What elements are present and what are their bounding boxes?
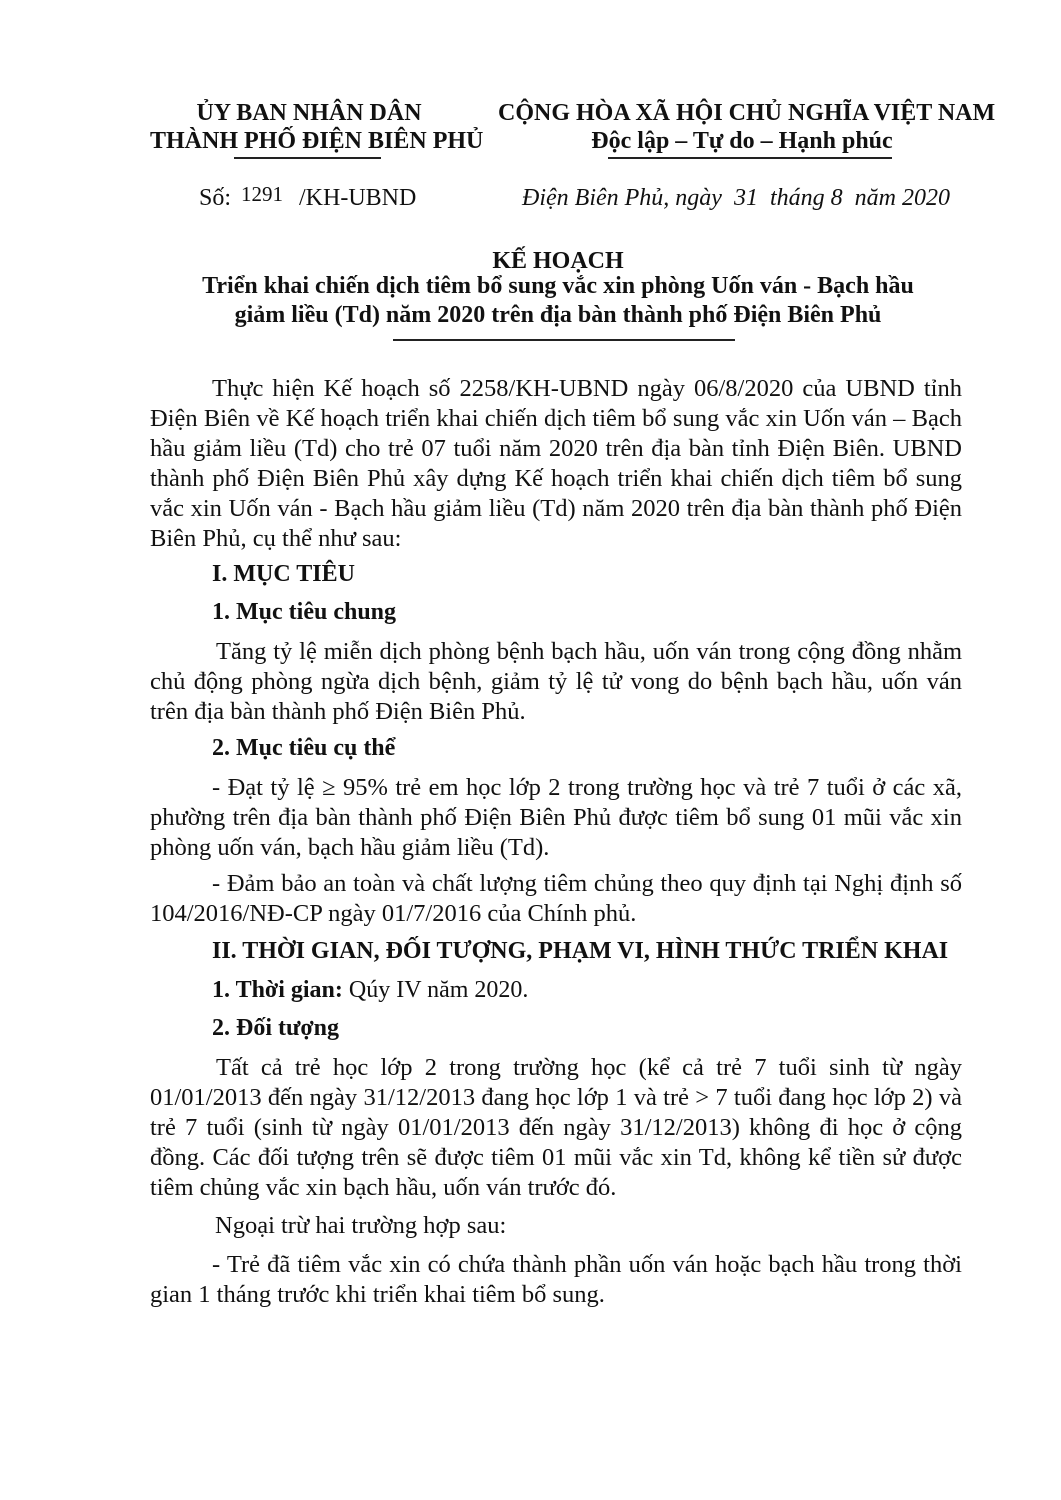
section-1-2-item-2: - Đảm bảo an toàn và chất lượng tiêm chủng theo quy định tại Nghị định số 104/2016/NĐ-CP ngày 01/7/2016 của Chính phủ. <box>150 870 962 927</box>
number-value: 1291 <box>241 182 284 206</box>
section-2-heading: II. THỜI GIAN, ĐỐI TƯỢNG, PHẠM VI, HÌNH THỨC TRIỂN KHAI <box>212 938 949 964</box>
document-number <box>199 182 417 212</box>
intro-paragraph: Thực hiện Kế hoạch số 2258/KH-UBND ngày 06/8/2020 của UBND tỉnh Điện Biên về Kế hoạch triển khai chiến dịch tiêm bổ sung vắc xin Uốn ván – Bạch hầu giảm liều (Td) cho trẻ 07 tuổi năm 2020 trên địa bàn tỉnh Điện Biên. UBND thành phố Điện Biên Phủ xây dựng Kế hoạch triển khai chiến dịch tiêm bổ sung vắc xin Uốn ván - Bạch hầu giảm liều (Td) năm 2020 trên địa bàn thành phố Điện Biên Phủ, cụ thể như sau: <box>150 375 962 552</box>
section-1-heading: I. MỤC TIÊU <box>212 561 355 587</box>
section-2-2-text: Tất cả trẻ học lớp 2 trong trường học (kể cả trẻ 7 tuổi sinh từ ngày 01/01/2013 đến ngày 31/12/2013 đang học lớp 1 và trẻ > 7 tuổi đang học lớp 2) và trẻ 7 tuổi (sinh từ ngày 01/01/2013 đến ngày 31/12/2013) không đi học ở cộng đồng. Các đối tượng trên sẽ được tiêm 01 mũi vắc xin Td, không kể tiền sử được tiêm chủng vắc xin bạch hầu, uốn ván trước đó. <box>150 1054 962 1201</box>
national-motto: Độc lập – Tự do – Hạnh phúc <box>591 128 893 154</box>
national-title: CỘNG HÒA XÃ HỘI CHỦ NGHĨA VIỆT NAM <box>498 100 996 126</box>
section-1-1-text: Tăng tỷ lệ miễn dịch phòng bệnh bạch hầu, uốn ván trong cộng đồng nhằm chủ động phòng ngừa dịch bệnh, giảm tỷ lệ tử vong do bệnh bạch hầu, uốn ván trên địa bàn thành phố Điện Biên Phủ. <box>150 638 962 725</box>
motto-underline <box>608 157 892 159</box>
section-1-2-item-1: - Đạt tỷ lệ ≥ 95% trẻ em học lớp 2 trong trường học và trẻ 7 tuổi ở các xã, phường trên địa bàn thành phố Điện Biên Phủ được tiêm bổ sung 01 mũi vắc xin phòng uốn ván, bạch hầu giảm liều (Td). <box>150 774 962 861</box>
section-2-2-heading: 2. Đối tượng <box>212 1015 340 1041</box>
number-prefix: Số: <box>199 185 232 211</box>
document-type-title: KẾ HOẠCH <box>492 248 624 274</box>
issuer-underline <box>234 157 381 159</box>
section-1-1-heading: 1. Mục tiêu chung <box>212 599 397 625</box>
document-subject-line2: giảm liều (Td) năm 2020 trên địa bàn thành phố Điện Biên Phủ <box>234 302 882 328</box>
exception-intro: Ngoại trừ hai trường hợp sau: <box>215 1212 507 1239</box>
section-2-1-label: 1. Thời gian: <box>212 977 343 1003</box>
issuer-name-line2: THÀNH PHỐ ĐIỆN BIÊN PHỦ <box>150 128 484 154</box>
exception-block <box>150 1250 962 1310</box>
section-2-1-line <box>212 977 528 1004</box>
title-underline <box>393 339 735 341</box>
exception-item-1: - Trẻ đã tiêm vắc xin có chứa thành phần uốn ván hoặc bạch hầu trong thời gian 1 tháng trước khi triển khai tiêm bổ sung. <box>150 1251 962 1308</box>
section-2-1-value: Qúy IV năm 2020. <box>342 977 529 1003</box>
section-1-2-block-2 <box>150 869 962 929</box>
place-date: Điện Biên Phủ, ngày 31 tháng 8 năm 2020 <box>522 185 950 211</box>
document-subject-line1: Triển khai chiến dịch tiêm bổ sung vắc xin phòng Uốn ván - Bạch hầu <box>202 273 914 299</box>
section-2-2-block <box>150 1053 962 1203</box>
section-1-1-block <box>150 637 962 727</box>
number-suffix: /KH-UBND <box>299 185 417 211</box>
intro-paragraph-block <box>150 374 962 554</box>
section-1-2-block <box>150 773 962 863</box>
section-1-2-heading: 2. Mục tiêu cụ thể <box>212 735 396 761</box>
issuer-name-line1: ỦY BAN NHÂN DÂN <box>196 100 422 126</box>
